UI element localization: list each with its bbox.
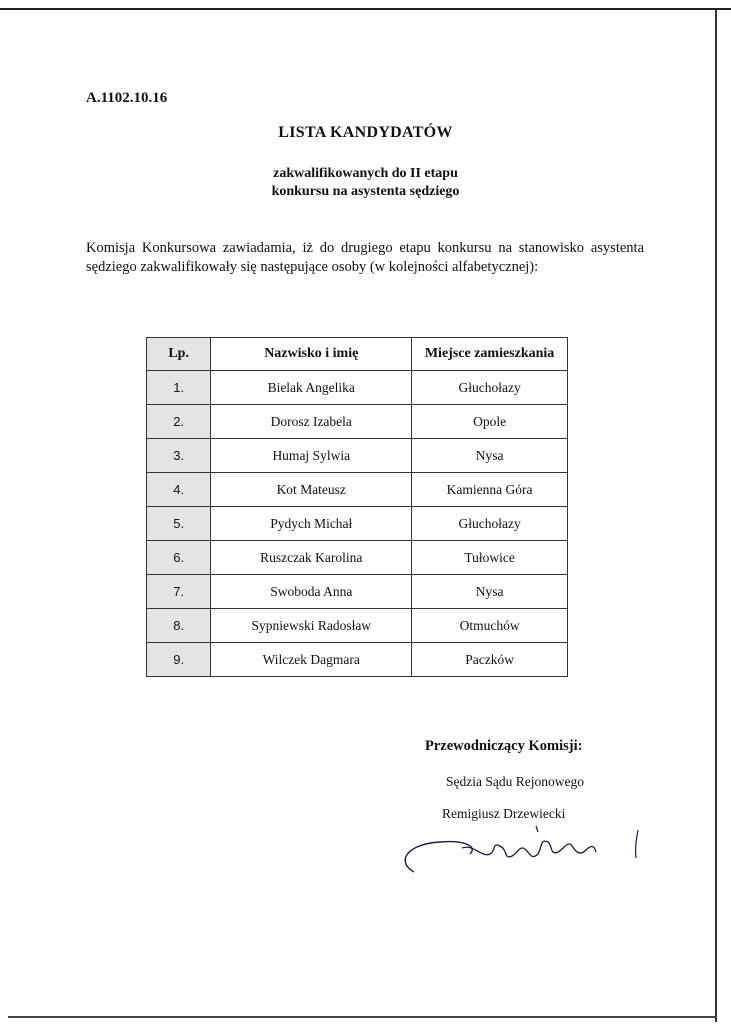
table-row [147,507,568,541]
table-row [147,371,568,405]
header-city: Miejsce zamieszkania [412,338,568,371]
intro-paragraph: Komisja Konkursowa zawiadamia, iż do drugiego etapu konkursu na stanowisko asystenta sędziego zakwalifikowały się następujące osoby (w kolejności alfabetycznej): [86,240,644,275]
row-city: Nysa [412,575,568,609]
candidates-table [146,337,568,677]
row-name: Kot Mateusz [211,473,412,507]
row-lp: 1. [147,371,211,405]
table-row [147,609,568,643]
row-name: Sypniewski Radosław [211,609,412,643]
row-city: Tułowice [412,541,568,575]
signature-name: Remigiusz Drzewiecki [442,806,566,821]
document-subtitle-line1: zakwalifikowanych do II etapu [273,166,458,181]
row-name: Swoboda Anna [211,575,412,609]
row-city: Paczków [412,643,568,677]
row-city: Opole [412,405,568,439]
row-name: Bielak Angelika [211,371,412,405]
row-lp: 3. [147,439,211,473]
row-city: Głuchołazy [412,507,568,541]
header-lp: Lp. [147,338,211,371]
scan-edge-bottom [8,1016,717,1018]
header-name: Nazwisko i imię [211,338,412,371]
row-lp: 6. [147,541,211,575]
document-reference: A.1102.10.16 [86,90,168,106]
row-name: Humaj Sylwia [211,439,412,473]
row-city: Nysa [412,439,568,473]
row-city: Głuchołazy [412,371,568,405]
row-name: Dorosz Izabela [211,405,412,439]
row-name: Wilczek Dagmara [211,643,412,677]
signature-title: Przewodniczący Komisji: [425,738,583,754]
document-title: LISTA KANDYDATÓW [278,124,453,141]
row-lp: 5. [147,507,211,541]
row-lp: 9. [147,643,211,677]
row-name: Ruszczak Karolina [211,541,412,575]
table-header-row [147,338,568,371]
scan-edge-top [0,8,731,10]
table-row [147,575,568,609]
signature-role: Sędzia Sądu Rejonowego [446,774,584,789]
table-row [147,439,568,473]
table-row [147,541,568,575]
handwritten-signature [392,820,662,880]
row-lp: 2. [147,405,211,439]
table-row [147,405,568,439]
document-subtitle-line2: konkursu na asystenta sędziego [271,184,460,199]
table-row [147,643,568,677]
row-city: Otmuchów [412,609,568,643]
row-lp: 7. [147,575,211,609]
row-lp: 4. [147,473,211,507]
scan-edge-right [715,10,717,1022]
row-city: Kamienna Góra [412,473,568,507]
row-lp: 8. [147,609,211,643]
row-name: Pydych Michał [211,507,412,541]
table-row [147,473,568,507]
